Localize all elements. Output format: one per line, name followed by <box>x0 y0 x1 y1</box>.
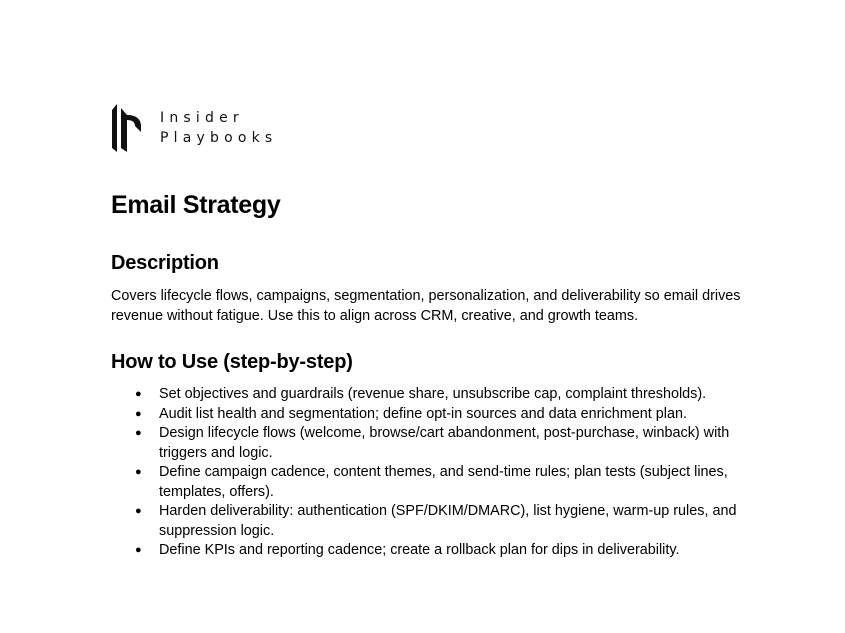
bullet-icon: ● <box>135 466 142 478</box>
step-text: Define campaign cadence, content themes, and send-time rules; plan tests (subject lines, templates, offers). <box>159 464 728 500</box>
insider-playbooks-logo <box>111 102 277 154</box>
how-to-use-heading: How to Use (step-by-step) <box>111 351 353 373</box>
description-text: Covers lifecycle flows, campaigns, segmentation, personalization, and deliverability so email drives revenue without fatigue. Use this to align across CRM, creative, and growth teams. <box>111 288 741 324</box>
logo-line-insider: Insider <box>160 110 244 126</box>
logo-line-playbooks: Playbooks <box>160 130 278 146</box>
description-heading: Description <box>111 252 219 274</box>
step-item <box>111 385 751 405</box>
bullet-icon: ● <box>135 407 142 420</box>
page-title: Email Strategy <box>111 191 281 219</box>
step-item <box>111 463 751 502</box>
step-text: Design lifecycle flows (welcome, browse/cart abandonment, post-purchase, winback) with triggers and logic. <box>159 425 730 461</box>
steps-list <box>111 385 751 561</box>
step-text: Define KPIs and reporting cadence; create a rollback plan for dips in deliverability. <box>159 542 680 558</box>
logo-wordmark <box>160 108 277 148</box>
step-item <box>111 502 751 541</box>
step-item <box>111 424 751 463</box>
step-text: Harden deliverability: authentication (SPF/DKIM/DMARC), list hygiene, warm-up rules, and suppression logic. <box>159 503 737 539</box>
step-item <box>111 541 751 561</box>
ip-logo-icon <box>111 102 145 154</box>
bullet-icon: ● <box>135 427 142 439</box>
step-item <box>111 405 751 425</box>
bullet-icon: ● <box>135 505 142 517</box>
step-text: Set objectives and guardrails (revenue share, unsubscribe cap, complaint thresholds). <box>159 386 707 402</box>
bullet-icon: ● <box>135 388 142 400</box>
bullet-icon: ● <box>135 544 142 556</box>
step-text: Audit list health and segmentation; define opt-in sources and data enrichment plan. <box>159 405 687 422</box>
